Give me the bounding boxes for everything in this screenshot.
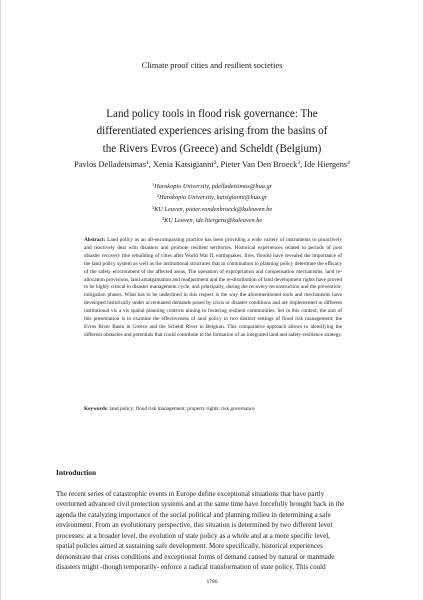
author-name: Pieter Van Den Broeck bbox=[220, 160, 298, 169]
affiliation-superscript: 2 bbox=[156, 193, 160, 199]
affiliation-text: KU Leuven, ide.hiergens@kuleuven.be bbox=[164, 217, 263, 225]
keywords bbox=[84, 406, 342, 414]
affiliation-text: Harokopio University, pdelladetsimas@hua.gr bbox=[154, 183, 273, 190]
title-line: Land policy tools in flood risk governance: The bbox=[106, 108, 318, 120]
page-number: 1786 bbox=[206, 579, 218, 585]
body-line: processes: at a broader level, the evolution of state policy as a whole and at a more specific level, bbox=[56, 531, 330, 540]
keywords-text: : land policy; flood risk management; property rights; risk governance bbox=[106, 406, 255, 412]
author-name: Xenia Katsigianni bbox=[152, 160, 214, 169]
affiliation-superscript: 4 bbox=[161, 216, 165, 222]
title-line: differentiated experiences arising from the basins of bbox=[96, 125, 328, 138]
affiliations bbox=[0, 180, 424, 226]
title-line: the Rivers Evros (Greece) and Scheldt (Belgium) bbox=[102, 142, 322, 155]
author-superscript: 1 bbox=[145, 160, 149, 166]
body-line: spatial policies aimed at sustaining safe development. More specifically, historical experiences bbox=[56, 542, 323, 551]
body-line: overturned advanced civil protection systems and at the same time have forcefully brought back in the bbox=[56, 500, 345, 509]
affiliation-line bbox=[0, 203, 424, 214]
affiliation-text: Harokopio University, katsigianni@hua.gr bbox=[159, 194, 268, 202]
body-text bbox=[56, 489, 368, 573]
affiliation-line bbox=[0, 180, 424, 191]
author-list bbox=[0, 160, 424, 169]
affiliation-text: KU Leuven, pieter.vandenbroeck@kuleuven.be bbox=[154, 205, 273, 213]
affiliation-superscript: 1 bbox=[151, 182, 155, 187]
body-line: environment. From an evolutionary perspective, this situation is determined by two different level bbox=[56, 521, 333, 530]
body-line: disasters might -though temporarily- enforce a radical transformation of state policy. This could bbox=[56, 563, 326, 572]
keywords-label: Keywords bbox=[84, 406, 107, 412]
abstract-text: Land policy as an all-encompassing practice has been providing a wide variety of instruments to proactively and reactively deal with disasters and promote resilient territories. Historical experiences related to periods of post disaster recovery (the rebuilding of cities after World War II, earthquakes, fires, floods) have revealed the importance of the land policy system as well as the institutional structures that in combination to planning policy determine the efficacy of the safety environment of the affected areas. The operation of expropriation and compensation mechanisms, land re-allocation provisions, land amalgamation and readjustment and the re-distribution of land development rights have proved to be highly critical in disaster management cycle, and principally, during the recovery-reconstruction and the prevention-mitigation phases. What has to be underlined in this respect is the way the aforementioned tools and mechanisms have developed historically under accentuated demands posed by crisis or disaster conditions and are implemented in different institutional vis a vis spatial planning contexts aiming to fostering resilient communities. Set in this context, the aim of this presentation is to examine the effectiveness of land policy in two distinct settings of flood risk management: the Evros River Basin in Greece and the Scheldt River in Belgium. This comparative approach allows to identifying the different obstacles and potentials that could contribute to the formation of an integrated land and safety-resilience strategy. bbox=[84, 237, 342, 338]
section-heading: Introduction bbox=[56, 468, 97, 477]
running-header: Climate proof cities and resilient societies bbox=[141, 61, 283, 70]
affiliation-line bbox=[0, 191, 424, 202]
abstract bbox=[84, 237, 342, 340]
paper-title bbox=[40, 106, 384, 158]
body-line: agenda the catalyzing importance of the social political and planning milieu in determining a safe bbox=[56, 510, 331, 519]
affiliation-superscript: 3 bbox=[151, 204, 155, 210]
author-superscript: 2 bbox=[213, 160, 217, 166]
author-superscript: 3 bbox=[297, 160, 301, 166]
author-superscript: 4 bbox=[347, 160, 350, 166]
body-line: The recent series of catastrophic events in Europe define exceptional situations that have partly bbox=[56, 490, 325, 498]
affiliation-line bbox=[0, 214, 424, 225]
author-separator: , bbox=[216, 160, 221, 169]
body-line: demonstrate that crisis conditions and exceptional forms of demand caused by natural or manmade bbox=[56, 552, 335, 561]
author-separator: , bbox=[300, 160, 305, 169]
author-name: Ide Hiergens bbox=[304, 160, 348, 169]
abstract-label: Abstract: bbox=[84, 237, 106, 243]
author-separator: , bbox=[148, 160, 153, 169]
author-name: Pavlos Delladetsimas bbox=[74, 160, 146, 169]
